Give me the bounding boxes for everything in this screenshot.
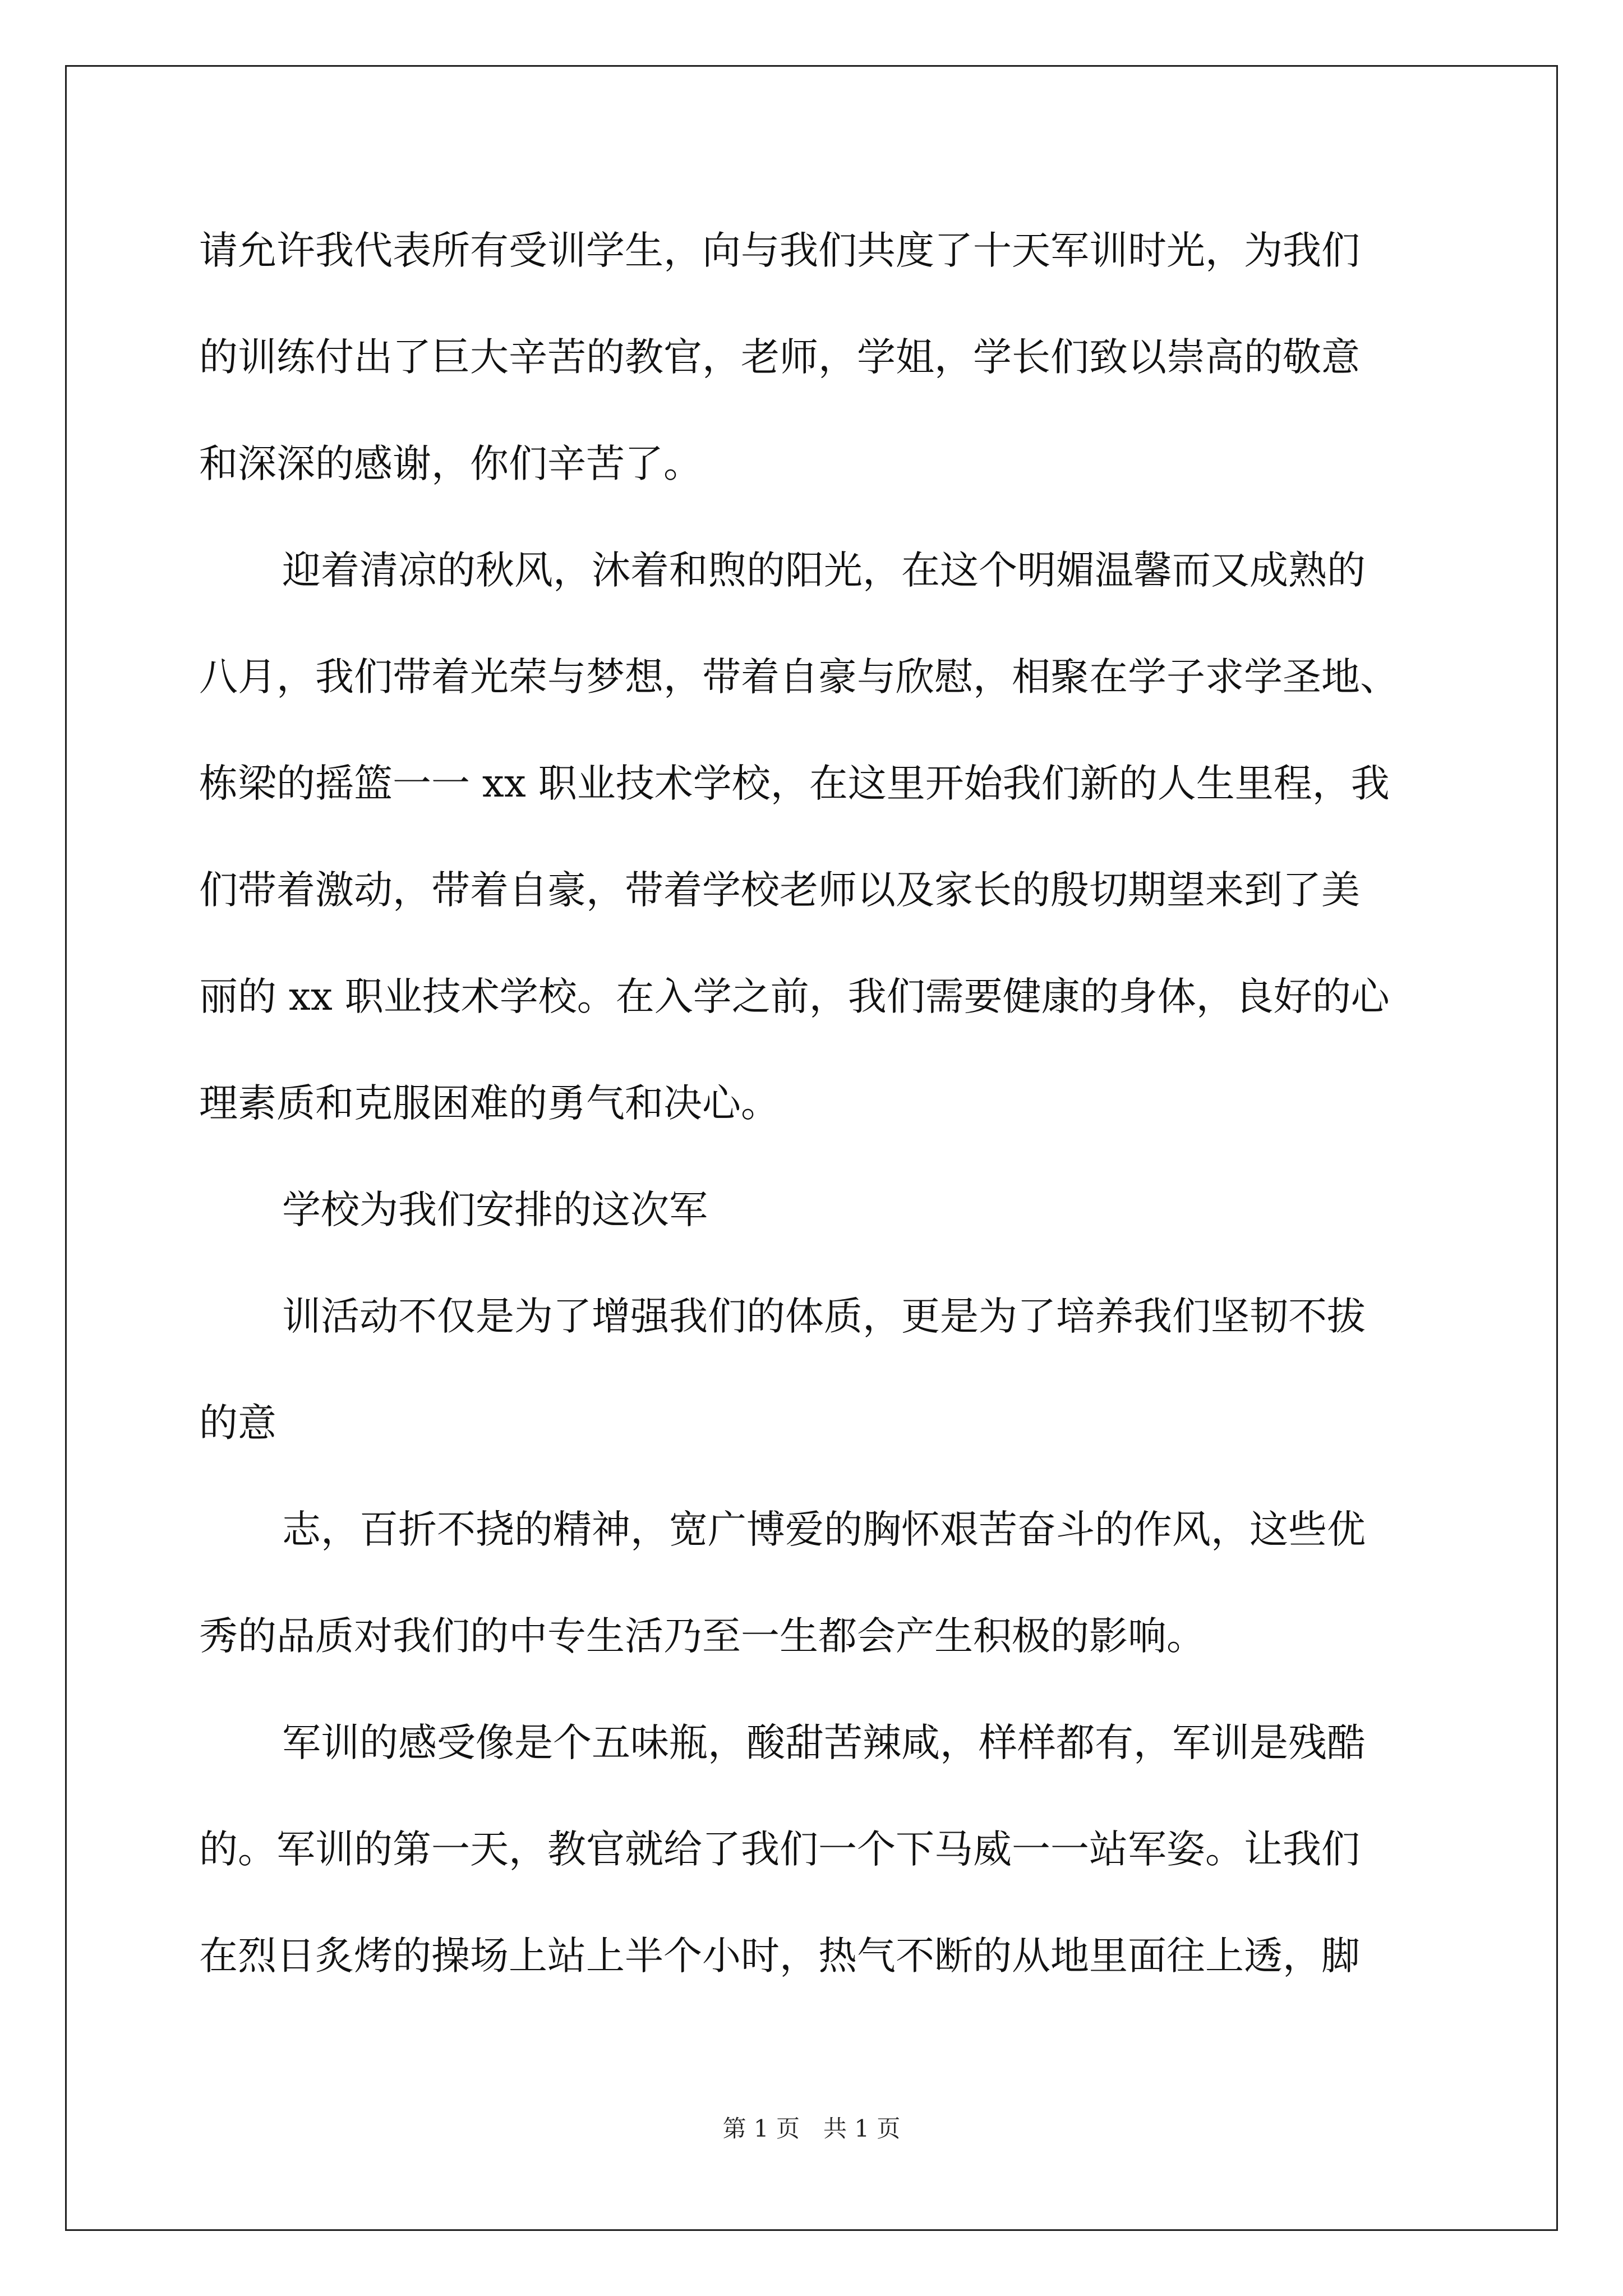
text-line: 请允许我代表所有受训学生，向与我们共度了十天军训时光，为我们: [199, 228, 1360, 273]
paragraph-start: 迎着清凉的秋风，沐着和煦的阳光，在这个明媚温馨而又成熟的: [282, 548, 1366, 593]
text-line: 丽的 xx 职业技术学校。在入学之前，我们需要健康的身体，良好的心: [199, 974, 1390, 1019]
text-line: 的。军训的第一天，教官就给了我们一个下马威一一站军姿。让我们: [199, 1827, 1360, 1872]
text-line: 在烈日炙烤的操场上站上半个小时，热气不断的从地里面往上透，脚: [199, 1934, 1360, 1978]
text-line: 秀的品质对我们的中专生活乃至一生都会产生积极的影响。: [199, 1614, 1205, 1659]
text-line: 和深深的感谢，你们辛苦了。: [199, 441, 702, 486]
paragraph-start: 军训的感受像是个五味瓶，酸甜苦辣咸，样样都有，军训是残酷: [282, 1720, 1366, 1765]
page-border: [65, 65, 1558, 2231]
text-line: 的意: [199, 1401, 276, 1446]
text-line: 栋梁的摇篮一一 xx 职业技术学校，在这里开始我们新的人生里程，我: [199, 761, 1390, 806]
page-number: 第 1 页 共 1 页: [722, 2115, 901, 2142]
text-line: 的训练付出了巨大辛苦的教官，老师，学姐，学长们致以崇高的敬意: [199, 335, 1360, 380]
paragraph-start: 训活动不仅是为了增强我们的体质，更是为了培养我们坚韧不拔: [282, 1294, 1366, 1339]
text-line: 八月，我们带着光荣与梦想，带着自豪与欣慰，相聚在学子求学圣地、: [199, 655, 1399, 700]
paragraph-start: 志，百折不挠的精神，宽广博爱的胸怀艰苦奋斗的作风，这些优: [282, 1507, 1366, 1552]
paragraph-start: 学校为我们安排的这次军: [282, 1188, 708, 1232]
text-line: 理素质和克服困难的勇气和决心。: [199, 1081, 780, 1126]
text-line: 们带着激动，带着自豪，带着学校老师以及家长的殷切期望来到了美: [199, 868, 1360, 913]
